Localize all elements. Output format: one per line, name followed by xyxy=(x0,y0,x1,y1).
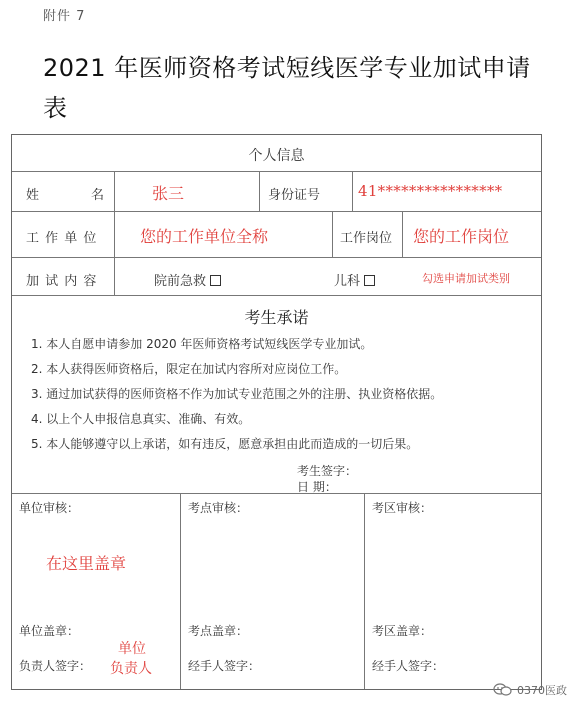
unit-review-label: 单位审核： xyxy=(19,501,80,515)
wechat-icon xyxy=(493,683,513,697)
site-handler-sign-label: 经手人签字： xyxy=(188,659,261,673)
row-divider xyxy=(12,211,541,212)
watermark xyxy=(493,682,567,698)
unit-leader-note-line2: 负责人 xyxy=(110,661,152,677)
unit-seal-label: 单位盖章： xyxy=(19,624,80,638)
watermark-text: 0370医政 xyxy=(517,684,567,697)
checkbox-icon xyxy=(210,275,221,286)
pledge-item: 4. 以上个人申报信息真实、准确、有效。 xyxy=(31,412,251,426)
post-value[interactable]: 您的工作岗位 xyxy=(413,227,510,246)
work-unit-label: 工 作 单 位 xyxy=(26,231,98,246)
pledge-item: 3. 通过加试获得的医师资格不作为加试专业范围之外的注册、执业资格依据。 xyxy=(31,387,443,401)
col-divider xyxy=(332,211,333,257)
region-review-label: 考区审核： xyxy=(372,501,433,515)
post-label: 工作岗位 xyxy=(340,231,393,246)
page-title: 2021 年医师资格考试短线医学专业加试申请表 xyxy=(43,54,531,122)
application-form-table xyxy=(11,134,542,690)
region-handler-sign-label: 经手人签字： xyxy=(372,659,445,673)
site-review-label: 考点审核： xyxy=(188,501,249,515)
annex-label: 附件 7 xyxy=(43,9,86,24)
row-divider xyxy=(12,295,541,296)
row-divider xyxy=(12,171,541,172)
stamp-here-note: 在这里盖章 xyxy=(46,554,127,573)
exam-content-label: 加 试 内 容 xyxy=(26,274,98,289)
col-divider xyxy=(402,211,403,257)
row-divider xyxy=(12,493,541,494)
name-label: 姓 名 xyxy=(26,188,104,203)
pledge-title: 考生承诺 xyxy=(244,308,309,327)
col-divider xyxy=(180,493,181,689)
option-pediatrics-label: 儿科 xyxy=(334,274,361,289)
col-divider xyxy=(352,171,353,211)
name-value[interactable]: 张三 xyxy=(152,184,185,203)
site-seal-label: 考点盖章： xyxy=(188,624,249,638)
option-pediatrics-checkbox[interactable] xyxy=(334,270,375,289)
col-divider xyxy=(259,171,260,211)
checkbox-icon xyxy=(364,275,375,286)
leader-sign-label: 负责人签字： xyxy=(19,659,92,673)
pledge-item: 2. 本人获得医师资格后，限定在加试内容所对应岗位工作。 xyxy=(31,362,347,376)
id-label: 身份证号 xyxy=(268,188,321,203)
unit-leader-note-line1: 单位 xyxy=(118,641,146,657)
pledge-item: 1. 本人自愿申请参加 2020 年医师资格考试短线医学专业加试。 xyxy=(31,337,373,351)
option-hint: 勾选申请加试类别 xyxy=(422,272,510,285)
work-unit-value[interactable]: 您的工作单位全称 xyxy=(140,227,269,246)
option-emergency-checkbox[interactable] xyxy=(154,270,221,289)
col-divider xyxy=(114,171,115,295)
col-divider xyxy=(364,493,365,689)
pledge-item: 5. 本人能够遵守以上承诺，如有违反，愿意承担由此而造成的一切后果。 xyxy=(31,437,419,451)
signature-label: 考生签字： xyxy=(297,464,358,478)
region-seal-label: 考区盖章： xyxy=(372,624,433,638)
id-value[interactable]: 41**************** xyxy=(358,182,503,200)
date-label: 日 期： xyxy=(297,480,337,494)
option-emergency-label: 院前急救 xyxy=(154,274,207,289)
row-divider xyxy=(12,257,541,258)
section-personal-info: 个人信息 xyxy=(248,148,305,164)
